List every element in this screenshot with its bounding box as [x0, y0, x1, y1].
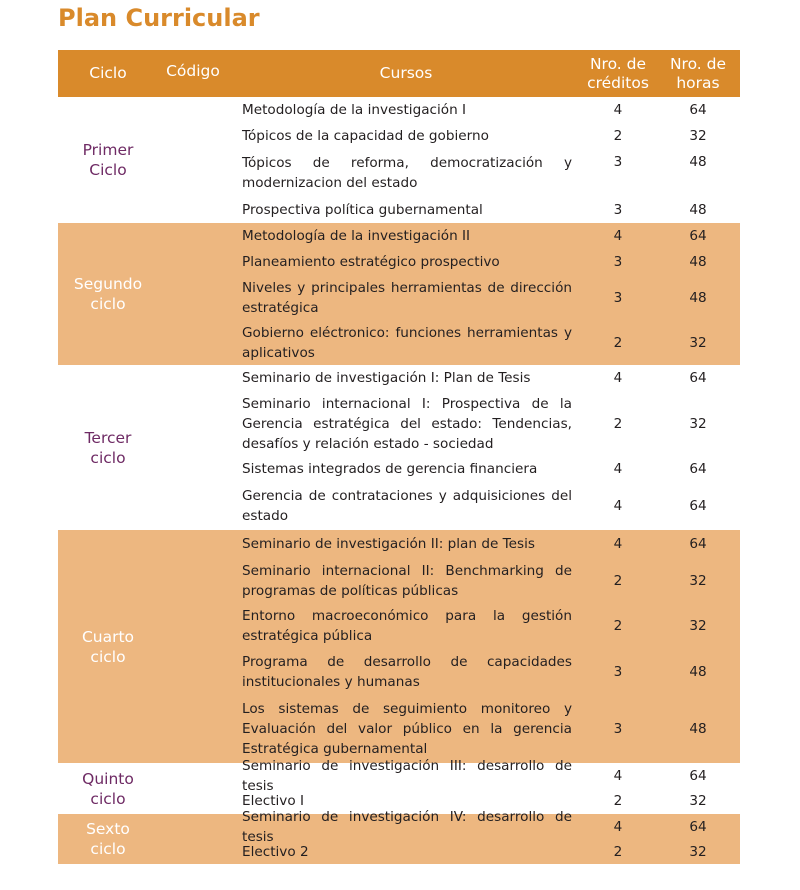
course-hours: 32	[689, 843, 707, 860]
table-row	[58, 365, 740, 391]
course-name: Los sistemas de seguimiento monitoreo y Evaluación del valor público en la gerencia Estratégica gubernamental	[242, 700, 572, 757]
table-row	[58, 649, 740, 694]
course-credits: 4	[613, 461, 623, 477]
course-name: Tópicos de reforma, democratización y modernizacion del estado	[242, 154, 572, 191]
table-row	[58, 123, 740, 149]
course-hours: 64	[689, 767, 707, 784]
course-credits: 2	[613, 843, 623, 860]
course-credits: 3	[613, 201, 623, 218]
header-codigo: Código	[166, 62, 220, 80]
course-credits: 3	[613, 663, 623, 680]
course-credits: 4	[613, 370, 623, 386]
course-credits: 2	[613, 128, 623, 144]
table-row	[58, 482, 740, 530]
course-name: Niveles y principales herramientas de dirección estratégica	[242, 279, 572, 316]
table-row	[58, 275, 740, 320]
course-credits: 2	[613, 572, 623, 589]
cycle-group	[58, 365, 740, 530]
course-credits: 4	[613, 818, 623, 835]
course-name: Metodología de la investigación I	[242, 102, 467, 118]
table-row	[58, 558, 740, 603]
course-credits: 2	[613, 415, 623, 432]
course-name: Seminario internacional II: Benchmarking de programas de políticas públicas	[242, 562, 572, 599]
course-credits: 4	[613, 228, 623, 244]
course-hours: 32	[689, 572, 707, 589]
course-hours: 48	[689, 289, 707, 306]
table-row	[58, 149, 740, 196]
course-name: Seminario de investigación III: desarrollo de tesis	[242, 757, 572, 794]
course-credits: 3	[613, 289, 623, 306]
course-credits: 4	[613, 536, 623, 552]
course-credits: 2	[613, 618, 623, 634]
course-hours: 64	[689, 461, 707, 477]
course-name: Seminario de investigación II: plan de Tesis	[242, 536, 535, 552]
course-hours: 64	[689, 536, 707, 552]
course-name: Seminario de investigación IV: desarrollo de tesis	[242, 808, 572, 845]
table-row	[58, 249, 740, 275]
course-credits: 4	[613, 767, 623, 784]
course-name: Programa de desarrollo de capacidades institucionales y humanas	[242, 653, 572, 690]
course-credits: 2	[613, 334, 623, 351]
cycle-label: Segundo ciclo	[73, 275, 143, 313]
course-name: Entorno macroeconómico para la gestión estratégica pública	[242, 608, 572, 644]
header-ciclo: Ciclo	[89, 64, 127, 82]
cycle-label: Sexto ciclo	[86, 820, 130, 858]
course-hours: 48	[689, 201, 707, 218]
course-hours: 64	[689, 102, 707, 118]
course-credits: 3	[613, 154, 623, 170]
course-credits: 3	[613, 254, 623, 270]
course-hours: 64	[689, 498, 707, 514]
course-hours: 64	[689, 228, 707, 244]
course-name: Gobierno eléctronico: funciones herramientas y aplicativos	[242, 324, 572, 361]
course-hours: 32	[689, 128, 707, 144]
table-row	[58, 196, 740, 223]
course-credits: 2	[613, 793, 623, 809]
course-name: Gerencia de contrataciones y adquisiciones del estado	[242, 488, 572, 524]
header-creditos: Nro. de créditos	[587, 54, 649, 92]
course-hours: 32	[689, 334, 707, 351]
course-hours: 64	[689, 370, 707, 386]
course-name: Electivo I	[242, 793, 305, 809]
course-hours: 32	[689, 618, 707, 634]
table-row	[58, 97, 740, 123]
table-row	[58, 530, 740, 558]
course-hours: 48	[689, 154, 707, 170]
header-horas: Nro. de horas	[669, 54, 727, 92]
table-row	[58, 839, 740, 864]
cycle-group	[58, 530, 740, 763]
course-name: Seminario de investigación I: Plan de Tesis	[242, 370, 531, 386]
course-hours: 32	[689, 415, 707, 432]
table-row	[58, 808, 740, 845]
cycle-label: Quinto ciclo	[82, 769, 134, 808]
cycle-group	[58, 223, 740, 365]
table-row	[58, 456, 740, 482]
course-hours: 48	[689, 720, 707, 737]
cycle-group	[58, 97, 740, 223]
course-credits: 4	[613, 498, 623, 514]
course-hours: 48	[689, 254, 707, 270]
course-name: Seminario internacional I: Prospectiva de la Gerencia estratégica del estado: Tendencias, desafíos y relación estado - sociedad	[242, 395, 572, 452]
course-credits: 4	[613, 102, 623, 118]
header-cursos: Cursos	[379, 64, 433, 82]
table-row	[58, 320, 740, 365]
cycle-group	[58, 808, 740, 864]
course-name: Prospectiva política gubernamental	[242, 201, 483, 218]
course-name: Sistemas integrados de gerencia financiera	[242, 461, 538, 477]
cycle-label: Cuarto ciclo	[81, 627, 135, 666]
table-row	[58, 391, 740, 456]
course-name: Tópicos de la capacidad de gobierno	[242, 128, 489, 144]
table-header	[58, 50, 740, 97]
table-row	[58, 603, 740, 649]
course-hours: 32	[689, 793, 707, 809]
course-name: Planeamiento estratégico prospectivo	[242, 254, 500, 270]
course-hours: 64	[689, 818, 707, 835]
course-hours: 48	[689, 663, 707, 680]
table-row	[58, 223, 740, 249]
course-name: Electivo 2	[242, 843, 309, 860]
cycle-label: Primer Ciclo	[82, 141, 134, 179]
table-row	[58, 694, 740, 763]
page-title: Plan Curricular	[58, 4, 260, 32]
cycle-label: Tercer ciclo	[84, 428, 132, 467]
course-credits: 3	[613, 720, 623, 737]
course-name: Metodología de la investigación II	[242, 228, 471, 244]
